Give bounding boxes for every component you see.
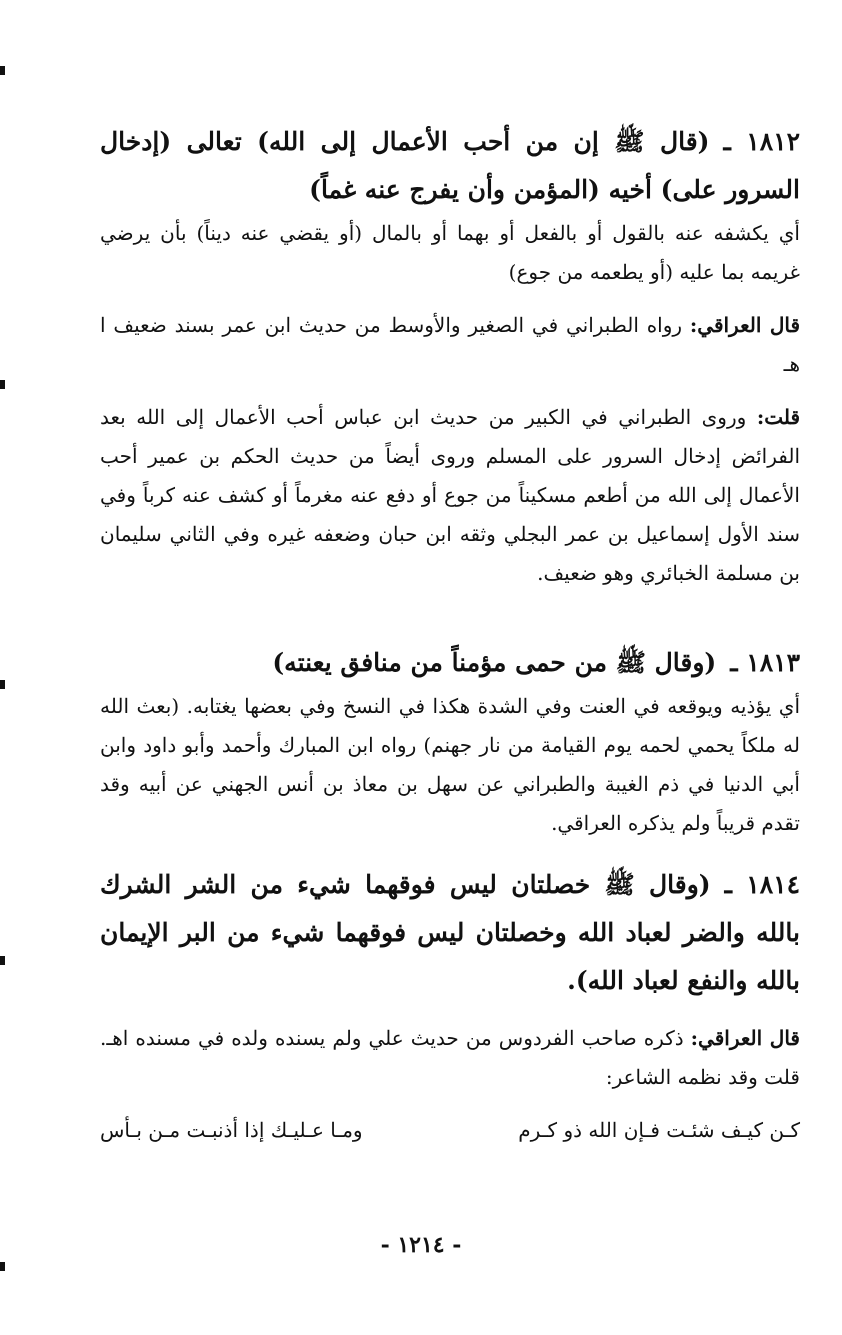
hadith-1813-number: ١٨١٣ ـ	[730, 648, 800, 677]
hadith-1813-text: (وقال ﷺ من حمى مؤمناً من منافق يعنته)	[272, 648, 717, 677]
qultu-label: قلت:	[756, 405, 801, 429]
page-number: - ١٢١٤ -	[380, 1232, 462, 1258]
hadith-1814-text: (وقال ﷺ خصلتان ليس فوقهما شيء من الشر الشرك بالله والضر لعباد الله وخصلتان ليس فوقهما شيء من البر الإيمان بالله والنفع لعباد الله).	[100, 870, 800, 995]
hadith-1812-commentary: أي يكشفه عنه بالقول أو بالفعل أو بهما أو بالمال (أو يقضي عنه ديناً) بأن يرضي غريمه بما عليه (أو يطعمه من جوع)	[100, 221, 800, 284]
poetry-verse	[100, 1111, 800, 1150]
hadith-1812-heading	[100, 118, 800, 214]
hadith-1812-number: ١٨١٢ ـ	[723, 127, 801, 156]
hadith-1813-heading	[100, 639, 800, 687]
iraqi-label: قال العراقي:	[689, 313, 801, 337]
hadith-1814-number: ١٨١٤ ـ	[724, 870, 801, 899]
qultu-text: وروى الطبراني في الكبير من حديث ابن عباس أحب الأعمال إلى الله بعد الفرائض إدخال السرور على المسلم وروى أيضاً من حديث الحكم بن عمير أحب الأعمال إلى الله من أطعم مسكيناً من جوع أو دفع عنه مغرماً أو كشف عنه كرباً وفي سند الأول إسماعيل بن عمر البجلي وثقه ابن حبان وضعفه غيره وفي الثاني سليمان بن مسلمة الخبائري وهو ضعيف.	[100, 405, 800, 585]
iraqi-label: قال العراقي:	[690, 1026, 800, 1050]
margin-mark	[0, 1262, 5, 1271]
iraqi-text: رواه الطبراني في الصغير والأوسط من حديث ابن عمر بسند ضعيف ا هـ	[100, 313, 800, 376]
hadith-1814-iraqi-note	[100, 1019, 800, 1097]
iraqi-text: ذكره صاحب الفردوس من حديث علي ولم يسنده ولده في مسنده اهـ. قلت وقد نظمه الشاعر:	[100, 1026, 800, 1089]
hadith-1812-iraqi-note	[100, 306, 800, 384]
margin-mark	[0, 66, 5, 75]
margin-mark	[0, 680, 5, 689]
margin-mark	[0, 380, 5, 389]
verse-first-hemistich: كـن كيـف شئـت فـإن الله ذو كـرم	[518, 1118, 800, 1142]
margin-mark	[0, 956, 5, 965]
hadith-1812-text: (قال ﷺ إن من أحب الأعمال إلى الله) تعالى (إدخال السرور على) أخيه (المؤمن وأن يفرج عنه غماً)	[100, 127, 800, 204]
page-body	[100, 118, 800, 1150]
verse-second-hemistich: ومـا عـليـك إذا أذنبـت مـن بـأس	[100, 1118, 363, 1142]
hadith-1812-qultu-note	[100, 398, 800, 593]
hadith-1814-heading	[100, 861, 800, 1005]
hadith-1813-commentary: أي يؤذيه ويوقعه في العنت وفي الشدة هكذا في النسخ وفي بعضها يغتابه. (بعث الله له ملكاً يحمي لحمه يوم القيامة من نار جهنم) رواه ابن المبارك وأحمد وأبو داود وابن أبي الدنيا في ذم الغيبة والطبراني عن سهل بن معاذ بن أنس الجهني عن أبيه وقد تقدم قريباً ولم يذكره العراقي.	[100, 694, 800, 835]
